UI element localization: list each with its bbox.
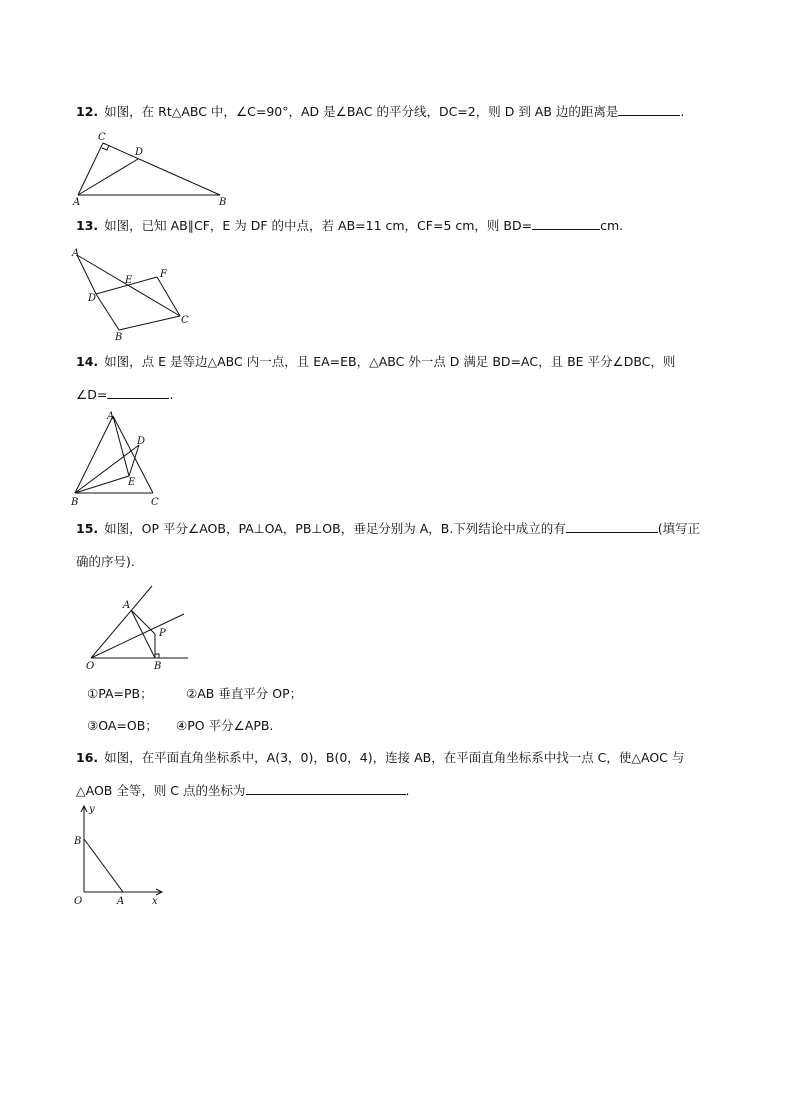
label-c: C — [151, 497, 159, 508]
question-text-line1-end: (填写正 — [657, 521, 701, 536]
segment-db — [96, 294, 119, 330]
label-d: D — [88, 293, 97, 304]
label-p: P — [159, 628, 166, 639]
answer-blank[interactable] — [566, 518, 658, 533]
label-y: y — [89, 804, 95, 815]
question-text-end: . — [680, 104, 685, 119]
label-c: C — [181, 315, 189, 326]
option-1: ①PA=PB； — [87, 686, 153, 701]
question-16-line2 — [76, 779, 410, 803]
label-a: A — [72, 248, 80, 259]
label-a: A — [123, 600, 131, 611]
question-text-line2: 确的序号). — [76, 554, 135, 569]
question-text-line1: 如图，OP 平分∠AOB，PA⊥OA，PB⊥OB，垂足分别为 A，B.下列结论中成立的有 — [104, 521, 566, 536]
ray-op — [91, 614, 184, 658]
question-text-line2: △AOB 全等，则 C 点的坐标为 — [76, 783, 246, 798]
question-number: 16. — [76, 750, 99, 765]
label-a: A — [73, 197, 81, 208]
label-b: B — [71, 497, 79, 508]
right-angle-mark — [102, 145, 109, 150]
segment-ab — [131, 610, 155, 658]
answer-blank[interactable] — [107, 384, 169, 399]
question-13 — [76, 214, 623, 238]
answer-blank[interactable] — [618, 101, 680, 116]
question-12 — [76, 100, 684, 124]
label-d: D — [135, 147, 144, 158]
segment-ap — [131, 610, 155, 634]
question-text-end: cm. — [600, 218, 624, 233]
question-text-line1: 如图，点 E 是等边△ABC 内一点，且 EA=EB，△ABC 外一点 D 满足 BD=AC，且 BE 平分∠DBC，则 — [104, 354, 676, 369]
option-3: ③OA=OB； — [87, 718, 158, 733]
figure-q15 — [82, 580, 197, 674]
label-c: C — [98, 132, 106, 143]
segment-ae — [113, 416, 129, 476]
label-f: F — [160, 269, 167, 280]
question-number: 12. — [76, 104, 99, 119]
question-text-line2: ∠D= — [76, 387, 108, 402]
label-b: B — [115, 332, 123, 343]
figure-q16 — [68, 802, 168, 910]
label-a: A — [117, 896, 125, 907]
question-text: 如图，在 Rt△ABC 中，∠C=90°，AD 是∠BAC 的平分线，DC=2，则 D 到 AB 边的距离是 — [104, 104, 619, 119]
segment-ab — [84, 839, 123, 892]
answer-blank[interactable] — [532, 215, 600, 230]
segment-bc — [119, 316, 180, 330]
option-2: ②AB 垂直平分 OP； — [186, 686, 303, 701]
label-a: A — [107, 411, 115, 422]
label-o: O — [86, 661, 95, 672]
question-text-end: . — [169, 387, 174, 402]
label-o: O — [74, 896, 83, 907]
question-15-line2 — [76, 550, 135, 574]
label-b: B — [219, 197, 227, 208]
segment-fc — [157, 277, 180, 316]
question-15 — [76, 517, 700, 541]
label-e: E — [125, 275, 133, 286]
label-b: B — [74, 836, 82, 847]
figure-q14 — [66, 408, 176, 512]
question-14 — [76, 350, 675, 374]
right-angle-mark — [155, 654, 159, 658]
option-4: ④PO 平分∠APB. — [176, 718, 274, 733]
label-e: E — [128, 477, 136, 488]
question-number: 14. — [76, 354, 99, 369]
figure-q13 — [68, 244, 198, 344]
label-x: x — [152, 896, 158, 907]
question-text: 如图，已知 AB∥CF，E 为 DF 的中点，若 AB=11 cm，CF=5 cm，则 BD= — [104, 218, 533, 233]
question-number: 13. — [76, 218, 99, 233]
label-b: B — [154, 661, 162, 672]
figure-q12 — [70, 128, 240, 208]
segment-ab — [75, 416, 113, 493]
label-d: D — [137, 436, 146, 447]
segment-be — [75, 476, 129, 493]
answer-blank[interactable] — [246, 780, 406, 795]
question-text-line1: 如图，在平面直角坐标系中，A(3，0)，B(0，4)，连接 AB，在平面直角坐标系中找一点 C，使△AOC 与 — [104, 750, 685, 765]
question-text-end: . — [405, 783, 410, 798]
question-number: 15. — [76, 521, 99, 536]
question-14-line2 — [76, 383, 173, 407]
question-16 — [76, 746, 684, 770]
